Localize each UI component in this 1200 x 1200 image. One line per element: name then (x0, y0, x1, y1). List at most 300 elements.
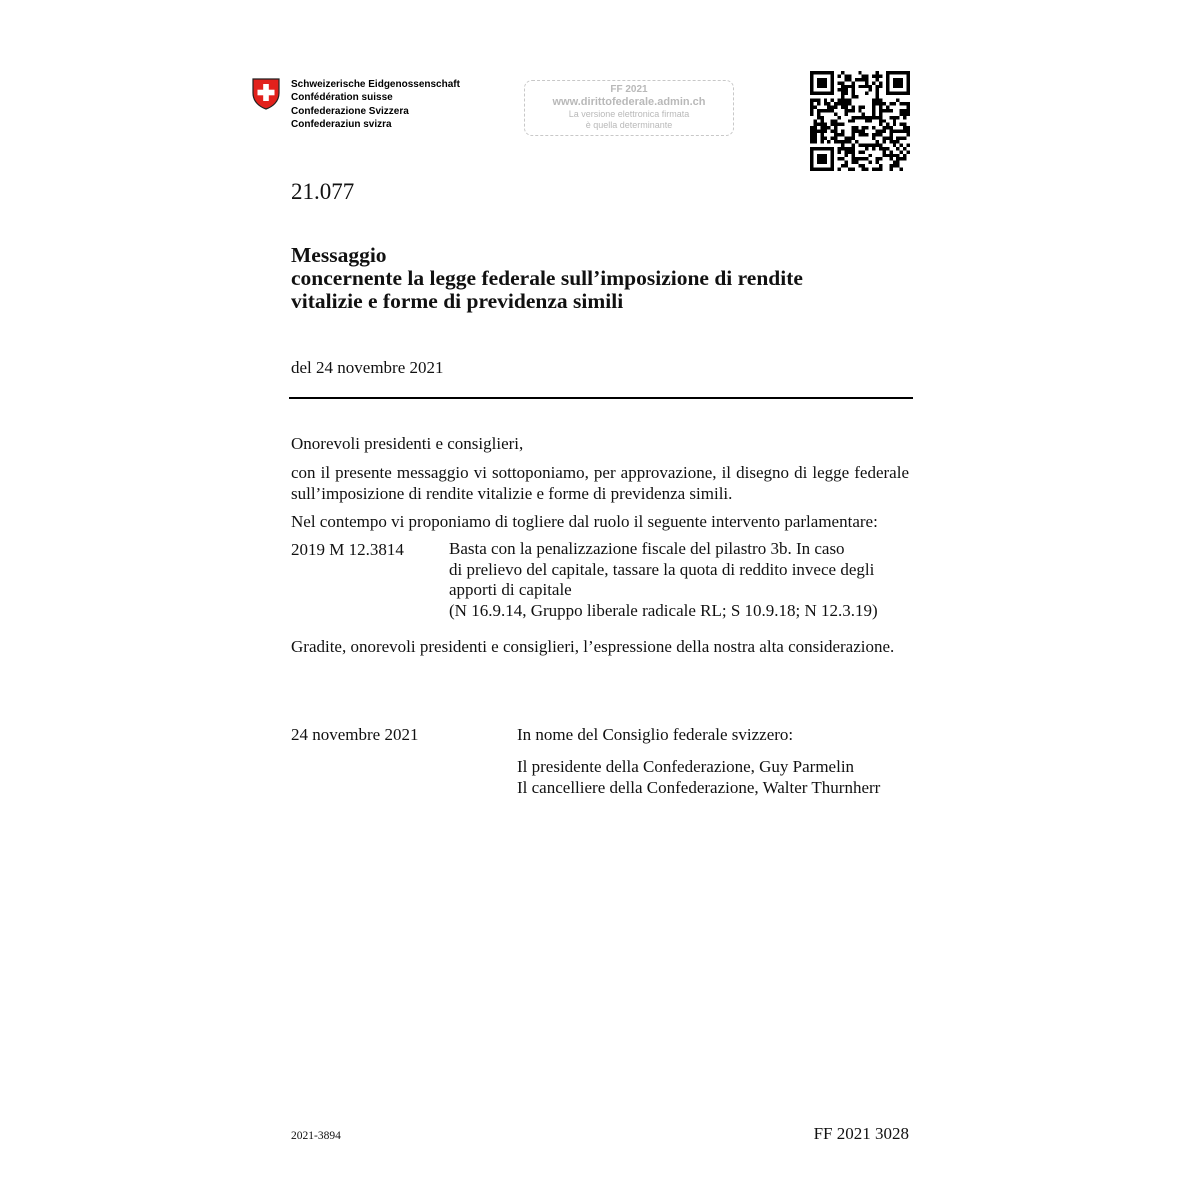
qr-module (872, 81, 875, 84)
greeting: Onorevoli presidenti e consiglieri, (291, 434, 524, 453)
qr-module (879, 116, 882, 119)
qr-module (872, 168, 875, 171)
qr-module (831, 99, 834, 102)
qr-module (879, 85, 882, 88)
qr-module (844, 164, 847, 167)
qr-module (820, 137, 823, 140)
qr-module (838, 81, 841, 84)
qr-module (865, 116, 868, 119)
qr-module (827, 102, 830, 105)
qr-module (824, 126, 827, 129)
qr-module (824, 102, 827, 105)
qr-module (862, 133, 865, 136)
qr-module (900, 137, 903, 140)
qr-module (882, 102, 885, 105)
qr-module (896, 157, 899, 160)
qr-module (882, 137, 885, 140)
qr-module (848, 119, 851, 122)
qr-module (862, 116, 865, 119)
signature-date: 24 novembre 2021 (291, 725, 419, 744)
qr-module (872, 105, 875, 108)
qr-module (862, 164, 865, 167)
qr-module (889, 164, 892, 167)
motion-line-4: (N 16.9.14, Gruppo liberale radicale RL; S 10.9.18; N 12.3.19) (449, 600, 878, 620)
qr-module (827, 140, 830, 143)
qr-module (831, 123, 834, 126)
qr-module (851, 105, 854, 108)
qr-module (841, 99, 844, 102)
qr-module (879, 164, 882, 167)
qr-module (879, 130, 882, 133)
qr-module (838, 133, 841, 136)
qr-module (848, 78, 851, 81)
qr-module (889, 116, 892, 119)
qr-module (900, 130, 903, 133)
qr-module (844, 150, 847, 153)
qr-finder-core (817, 78, 827, 88)
qr-module (851, 137, 854, 140)
qr-module (862, 126, 865, 129)
qr-module (813, 140, 816, 143)
qr-module (858, 105, 861, 108)
qr-module (841, 147, 844, 150)
qr-module (896, 116, 899, 119)
qr-module (862, 112, 865, 115)
qr-module (907, 130, 910, 133)
qr-module (834, 140, 837, 143)
motion-line-1: Basta con la penalizzazione fiscale del pilastro 3b. In caso (449, 539, 845, 558)
qr-module (838, 123, 841, 126)
qr-module (876, 88, 879, 91)
qr-module (851, 85, 854, 88)
qr-module (876, 168, 879, 171)
qr-module (810, 112, 813, 115)
qr-module (844, 161, 847, 164)
qr-module (844, 99, 847, 102)
qr-module (841, 71, 844, 74)
swiss-crest-icon (252, 78, 280, 110)
qr-module (889, 109, 892, 112)
qr-module (886, 105, 889, 108)
qr-module (851, 150, 854, 153)
qr-module (844, 85, 847, 88)
qr-module (848, 99, 851, 102)
qr-module (817, 123, 820, 126)
qr-module (813, 119, 816, 122)
qr-module (820, 123, 823, 126)
qr-module (855, 157, 858, 160)
qr-module (851, 157, 854, 160)
qr-module (865, 126, 868, 129)
qr-finder-core (817, 154, 827, 164)
qr-module (858, 109, 861, 112)
qr-module (831, 109, 834, 112)
qr-finder-core (893, 78, 903, 88)
qr-module (889, 137, 892, 140)
qr-module (855, 161, 858, 164)
qr-module (869, 85, 872, 88)
qr-module (893, 164, 896, 167)
qr-module (820, 126, 823, 129)
qr-module (831, 105, 834, 108)
qr-module (872, 99, 875, 102)
qr-module (841, 95, 844, 98)
document-number: 21.077 (291, 179, 355, 204)
stamp-ff: FF 2021 (610, 84, 648, 95)
confederation-name-rm: Confederaziun svizra (291, 119, 392, 131)
qr-module (900, 102, 903, 105)
qr-module (855, 78, 858, 81)
qr-code-icon (810, 71, 910, 171)
qr-module (876, 99, 879, 102)
header-divider (289, 397, 913, 399)
qr-module (889, 168, 892, 171)
qr-module (869, 88, 872, 91)
qr-module (838, 168, 841, 171)
qr-module (841, 133, 844, 136)
qr-module (876, 102, 879, 105)
footer-page-ref: FF 2021 3028 (813, 1124, 909, 1143)
stamp-url[interactable]: www.dirittofederale.admin.ch (552, 96, 706, 108)
qr-module (810, 140, 813, 143)
qr-module (896, 99, 899, 102)
qr-module (858, 71, 861, 74)
qr-module (851, 130, 854, 133)
qr-module (889, 126, 892, 129)
qr-module (810, 105, 813, 108)
qr-module (869, 154, 872, 157)
qr-module (879, 112, 882, 115)
qr-module (865, 143, 868, 146)
qr-module (841, 164, 844, 167)
document-date: del 24 novembre 2021 (291, 358, 444, 377)
qr-module (862, 74, 865, 77)
qr-module (889, 102, 892, 105)
qr-module (879, 168, 882, 171)
qr-module (834, 102, 837, 105)
qr-module (882, 130, 885, 133)
qr-module (889, 130, 892, 133)
qr-module (838, 147, 841, 150)
qr-module (855, 140, 858, 143)
qr-module (907, 126, 910, 129)
qr-module (893, 143, 896, 146)
qr-module (813, 123, 816, 126)
qr-module (820, 140, 823, 143)
qr-module (851, 81, 854, 84)
qr-module (834, 112, 837, 115)
qr-module (862, 157, 865, 160)
qr-module (882, 154, 885, 157)
qr-module (841, 123, 844, 126)
qr-module (810, 130, 813, 133)
qr-module (876, 157, 879, 160)
qr-module (865, 168, 868, 171)
qr-module (893, 140, 896, 143)
qr-module (879, 147, 882, 150)
qr-module (851, 95, 854, 98)
closing-paragraph: Gradite, onorevoli presidenti e consiglieri, l’espressione della nostra alta considerazione. (291, 637, 895, 656)
stamp-note-1: La versione elettronica firmata (568, 109, 690, 119)
qr-module (858, 130, 861, 133)
qr-module (834, 119, 837, 122)
qr-module (893, 123, 896, 126)
title-line-3: vitalizie e forme di previdenza simili (291, 289, 624, 313)
qr-module (872, 133, 875, 136)
qr-module (872, 126, 875, 129)
qr-module (838, 140, 841, 143)
qr-module (820, 130, 823, 133)
qr-module (903, 147, 906, 150)
qr-module (810, 126, 813, 129)
qr-module (889, 154, 892, 157)
qr-module (900, 143, 903, 146)
qr-module (834, 126, 837, 129)
qr-module (844, 92, 847, 95)
qr-module (838, 99, 841, 102)
qr-module (896, 154, 899, 157)
confederation-name-de: Schweizerische Eidgenossenschaft (291, 79, 460, 90)
qr-module (872, 102, 875, 105)
qr-module (824, 109, 827, 112)
qr-module (862, 105, 865, 108)
qr-module (896, 164, 899, 167)
qr-module (851, 88, 854, 91)
qr-module (882, 119, 885, 122)
qr-module (834, 123, 837, 126)
qr-module (851, 109, 854, 112)
qr-module (886, 154, 889, 157)
qr-module (865, 92, 868, 95)
qr-module (876, 161, 879, 164)
motion-text (449, 539, 919, 621)
confederation-name-it: Confederazione Svizzera (291, 105, 409, 117)
qr-module (903, 154, 906, 157)
qr-module (844, 140, 847, 143)
qr-module (851, 168, 854, 171)
title-line-1: Messaggio (291, 243, 387, 267)
qr-module (810, 137, 813, 140)
qr-module (865, 119, 868, 122)
qr-module (810, 109, 813, 112)
qr-module (827, 109, 830, 112)
qr-module (841, 105, 844, 108)
qr-module (817, 130, 820, 133)
qr-module (817, 112, 820, 115)
qr-module (907, 143, 910, 146)
qr-module (838, 74, 841, 77)
paragraph-approval: con il presente messaggio vi sottoponiamo, per approvazione, il disegno di legge federale sull’imposizione di rendite vitalizie e forme di previdenza simili. (291, 463, 909, 503)
qr-module (879, 123, 882, 126)
qr-module (889, 140, 892, 143)
qr-module (907, 109, 910, 112)
qr-module (900, 150, 903, 153)
qr-module (876, 78, 879, 81)
qr-module (876, 71, 879, 74)
qr-module (851, 147, 854, 150)
qr-module (851, 126, 854, 129)
qr-module (855, 130, 858, 133)
footer-reference: 2021-3894 (291, 1130, 341, 1142)
qr-module (841, 140, 844, 143)
qr-module (831, 137, 834, 140)
qr-module (820, 119, 823, 122)
qr-module (879, 102, 882, 105)
qr-module (907, 150, 910, 153)
qr-module (820, 116, 823, 119)
qr-module (858, 150, 861, 153)
qr-module (851, 161, 854, 164)
qr-module (848, 147, 851, 150)
qr-module (858, 78, 861, 81)
qr-module (844, 147, 847, 150)
qr-module (886, 109, 889, 112)
qr-module (893, 154, 896, 157)
qr-module (879, 81, 882, 84)
qr-module (844, 109, 847, 112)
qr-module (907, 133, 910, 136)
motion-line-3: apporti di capitale (449, 580, 572, 599)
qr-module (865, 78, 868, 81)
qr-module (879, 157, 882, 160)
qr-module (896, 161, 899, 164)
confederation-names (291, 78, 460, 132)
qr-module (879, 105, 882, 108)
qr-module (851, 133, 854, 136)
qr-module (817, 109, 820, 112)
qr-module (817, 116, 820, 119)
qr-module (844, 74, 847, 77)
qr-module (813, 137, 816, 140)
qr-module (858, 164, 861, 167)
qr-module (900, 168, 903, 171)
qr-module (820, 109, 823, 112)
qr-module (882, 126, 885, 129)
confederation-name-fr: Confédération suisse (291, 92, 393, 104)
qr-module (817, 99, 820, 102)
qr-module (848, 168, 851, 171)
qr-module (886, 147, 889, 150)
qr-module (841, 85, 844, 88)
qr-module (824, 123, 827, 126)
motion-id: 2019 M 12.3814 (291, 540, 404, 559)
qr-module (900, 109, 903, 112)
qr-module (831, 130, 834, 133)
qr-module (851, 116, 854, 119)
qr-module (869, 143, 872, 146)
qr-module (872, 116, 875, 119)
qr-module (841, 102, 844, 105)
qr-module (903, 102, 906, 105)
qr-module (865, 133, 868, 136)
qr-module (865, 157, 868, 160)
qr-module (831, 119, 834, 122)
qr-module (882, 140, 885, 143)
qr-module (834, 105, 837, 108)
qr-module (820, 133, 823, 136)
qr-module (896, 130, 899, 133)
signatory-president: Il presidente della Confederazione, Guy Parmelin (517, 757, 855, 776)
qr-module (903, 157, 906, 160)
signatory-chancellor: Il cancelliere della Confederazione, Walter Thurnherr (517, 777, 881, 797)
qr-module (834, 133, 837, 136)
qr-module (869, 119, 872, 122)
qr-module (841, 143, 844, 146)
qr-module (813, 126, 816, 129)
qr-module (893, 116, 896, 119)
qr-module (872, 147, 875, 150)
title-line-2: concernente la legge federale sull’imposizione di rendite (291, 266, 803, 290)
qr-module (876, 74, 879, 77)
qr-module (869, 116, 872, 119)
qr-module (858, 85, 861, 88)
qr-module (844, 112, 847, 115)
qr-module (841, 130, 844, 133)
qr-module (834, 137, 837, 140)
qr-module (848, 109, 851, 112)
qr-module (862, 168, 865, 171)
qr-module (903, 123, 906, 126)
qr-module (862, 130, 865, 133)
qr-module (862, 85, 865, 88)
qr-module (876, 133, 879, 136)
qr-module (876, 130, 879, 133)
qr-module (900, 123, 903, 126)
qr-module (896, 137, 899, 140)
qr-module (844, 105, 847, 108)
qr-module (841, 88, 844, 91)
qr-module (851, 143, 854, 146)
qr-module (827, 105, 830, 108)
qr-module (848, 137, 851, 140)
qr-module (876, 140, 879, 143)
qr-module (851, 154, 854, 157)
qr-module (841, 157, 844, 160)
qr-module (889, 150, 892, 153)
motion-line-2: di prelievo del capitale, tassare la quota di reddito invece degli (449, 559, 875, 579)
qr-module (865, 74, 868, 77)
qr-module (896, 140, 899, 143)
qr-module (858, 157, 861, 160)
qr-module (841, 92, 844, 95)
qr-module (813, 105, 816, 108)
qr-module (824, 99, 827, 102)
qr-module (872, 112, 875, 115)
qr-module (838, 102, 841, 105)
qr-module (876, 143, 879, 146)
qr-module (889, 157, 892, 160)
qr-module (876, 116, 879, 119)
qr-module (903, 109, 906, 112)
qr-module (872, 74, 875, 77)
qr-module (813, 133, 816, 136)
qr-module (848, 85, 851, 88)
qr-module (844, 78, 847, 81)
qr-module (865, 147, 868, 150)
qr-module (886, 137, 889, 140)
qr-module (903, 126, 906, 129)
qr-module (855, 116, 858, 119)
paragraph-removal: Nel contempo vi proponiamo di togliere dal ruolo il seguente intervento parlamentare: (291, 512, 878, 531)
qr-module (838, 150, 841, 153)
qr-module (903, 137, 906, 140)
qr-module (838, 157, 841, 160)
qr-module (900, 157, 903, 160)
qr-module (862, 143, 865, 146)
qr-module (893, 161, 896, 164)
qr-module (893, 119, 896, 122)
qr-module (889, 133, 892, 136)
